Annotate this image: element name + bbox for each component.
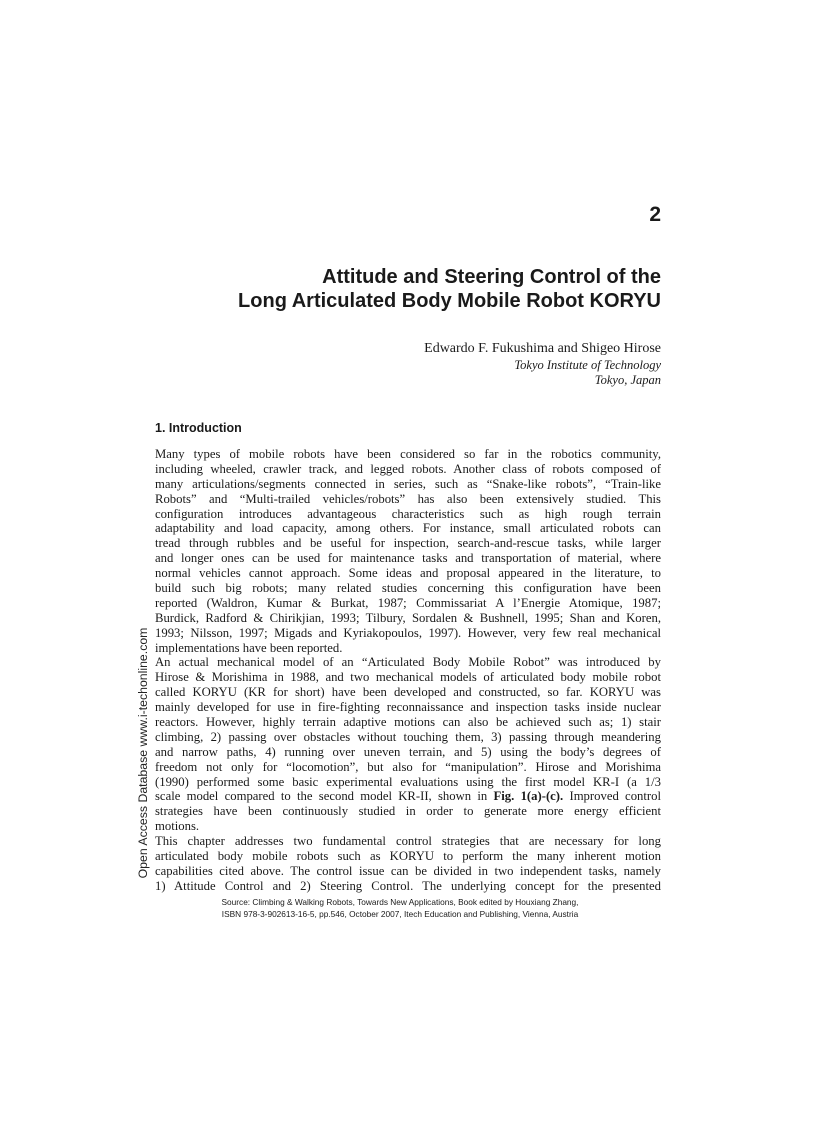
body-line: including wheeled, crawler track, and legged robots. Another class of robots composed of bbox=[155, 461, 661, 476]
body-line: reported (Waldron, Kumar & Burkat, 1987; Commissariat A l’Energie Atomique, 1987; bbox=[155, 595, 661, 610]
body-line: adaptability and load capacity, among others. For instance, small articulated robots can bbox=[155, 521, 661, 536]
body-line: called KORYU (KR for short) have been developed and constructed, so far. KORYU was bbox=[155, 685, 661, 700]
source-line: ISBN 978-3-902613-16-5, pp.546, October 2007, Itech Education and Publishing, Vienna, Austria bbox=[221, 908, 579, 919]
body-line: 1) Attitude Control and 2) Steering Control. The underlying concept for the presented bbox=[155, 878, 661, 893]
body-line: and longer ones can be used for maintenance tasks and transportation of material, where bbox=[155, 551, 661, 566]
body-line: normal vehicles cannot approach. Some ideas and proposal appeared in the literature, to bbox=[155, 566, 661, 581]
body-line: capabilities cited above. The control issue can be divided in two independent tasks, namely bbox=[155, 863, 661, 878]
body-line: This chapter addresses two fundamental control strategies that are necessary for long bbox=[155, 834, 661, 849]
body-line: Hirose & Morishima in 1988, and two mechanical models of articulated body mobile robot bbox=[155, 670, 661, 685]
body-line: reactors. However, highly terrain adaptive motions can also be achieved such as; 1) stair bbox=[155, 715, 661, 730]
body-line: freedom not only for “locomotion”, but also for “manipulation”. Hirose and Morishima bbox=[155, 759, 661, 774]
chapter-title-line-1: Attitude and Steering Control of the bbox=[322, 266, 661, 288]
body-line: Robots” and “Multi-trailed vehicles/robots” has also been extensively studied. This bbox=[155, 491, 661, 506]
body-line: and narrow paths, 4) running over uneven terrain, and 5) using the body’s degrees of bbox=[155, 744, 661, 759]
body-line: implementations have been reported. bbox=[155, 640, 343, 655]
body-line bbox=[155, 789, 661, 804]
body-line: motions. bbox=[155, 819, 200, 834]
body-line: Many types of mobile robots have been considered so far in the robotics community, bbox=[155, 447, 661, 461]
body-line: mainly developed for use in fire-fighting reconnaissance and inspection tasks inside nuclear bbox=[155, 700, 661, 715]
body-text bbox=[155, 447, 661, 894]
body-line-text: scale model compared to the second model KR-II, shown in bbox=[155, 789, 494, 804]
body-line: configuration introduces advantageous characteristics such as high rough terrain bbox=[155, 506, 661, 521]
body-line: Burdick, Radford & Chirikjian, 1993; Tilbury, Sordalen & Bushnell, 1995; Shan and Koren, bbox=[155, 610, 661, 625]
body-line: strategies have been continuously studied in order to generate more energy efficient bbox=[155, 804, 661, 819]
affiliation-location: Tokyo, Japan bbox=[594, 373, 661, 387]
body-line: 1993; Nilsson, 1997; Migads and Kyriakopoulos, 1997). However, very few real mechanical bbox=[155, 625, 661, 640]
body-line: many articulations/segments connected in series, such as “Snake-like robots”, “Train-like bbox=[155, 476, 661, 491]
body-line-text: Improved control bbox=[563, 789, 661, 804]
body-line: climbing, 2) passing over obstacles without touching them, 3) passing through meandering bbox=[155, 729, 661, 744]
source-line: Source: Climbing & Walking Robots, Towards New Applications, Book edited by Houxiang Zhang, bbox=[221, 897, 579, 907]
source-footnote bbox=[150, 897, 650, 920]
body-line: An actual mechanical model of an “Articulated Body Mobile Robot” was introduced by bbox=[155, 655, 661, 670]
chapter-title-line-2: Long Articulated Body Mobile Robot KORYU bbox=[238, 290, 661, 312]
sidebar-watermark: Open Access Database www.i-techonline.com bbox=[136, 627, 150, 879]
figure-reference: Fig. 1(a)-(c). bbox=[493, 789, 564, 804]
body-line: articulated body mobile robots such as KORYU to perform the many inherent motion bbox=[155, 849, 661, 864]
chapter-number: 2 bbox=[649, 203, 661, 226]
section-heading: 1. Introduction bbox=[155, 421, 242, 435]
body-line: tread through rubbles and be useful for inspection, search-and-rescue tasks, while larger bbox=[155, 536, 661, 551]
authors: Edwardo F. Fukushima and Shigeo Hirose bbox=[424, 341, 661, 356]
body-line: build such big robots; many related studies concerning this configuration have been bbox=[155, 581, 661, 596]
body-line: (1990) performed some basic experimental evaluations using the first model KR-I (a 1/3 bbox=[155, 774, 661, 789]
affiliation-institution: Tokyo Institute of Technology bbox=[514, 358, 661, 372]
